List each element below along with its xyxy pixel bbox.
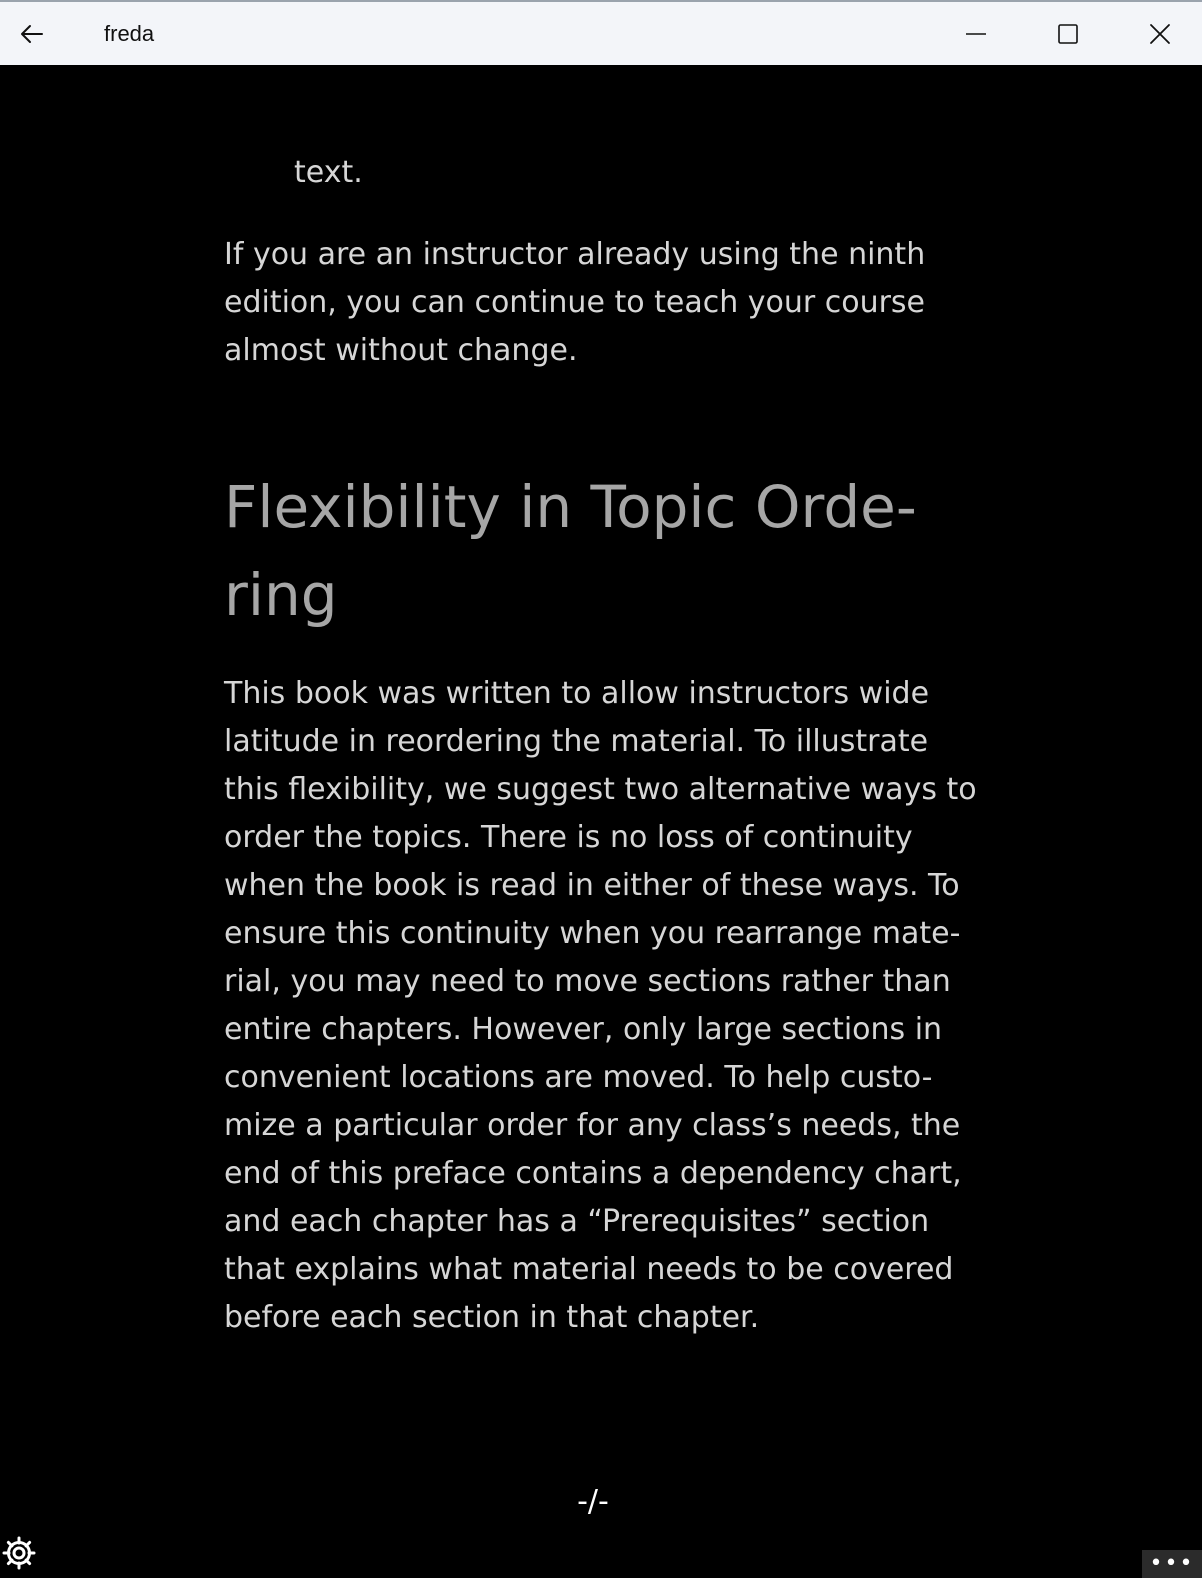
app-title: freda xyxy=(104,21,155,46)
paragraph-instructor xyxy=(224,231,984,375)
heading-line: ring xyxy=(224,561,338,629)
paragraph-line: This book was written to allow instructors wide xyxy=(224,676,930,711)
paragraph-line: edition, you can continue to teach your course xyxy=(224,285,926,320)
paragraph-line: that explains what material needs to be covered xyxy=(224,1252,954,1287)
paragraph-line: end of this preface contains a dependency chart, xyxy=(224,1156,962,1191)
paragraph-line: rial, you may need to move sections rather than xyxy=(224,964,951,999)
paragraph-line: almost without change. xyxy=(224,333,578,368)
text-fragment: text. xyxy=(294,155,363,190)
paragraph-line: ensure this continuity when you rearrange mate- xyxy=(224,916,961,951)
arrow-left-icon xyxy=(20,24,44,44)
minimize-button[interactable] xyxy=(930,2,1022,65)
page-indicator: -/- xyxy=(577,1484,609,1519)
title-bar xyxy=(0,0,1202,65)
maximize-button[interactable] xyxy=(1022,2,1114,65)
paragraph-line: entire chapters. However, only large sections in xyxy=(224,1012,943,1047)
back-button[interactable] xyxy=(0,2,64,65)
minimize-icon xyxy=(965,23,987,45)
close-button[interactable] xyxy=(1114,2,1202,65)
close-icon xyxy=(1149,23,1171,45)
settings-button[interactable] xyxy=(0,1534,38,1572)
gear-icon xyxy=(1,1535,37,1571)
paragraph-line: If you are an instructor already using the ninth xyxy=(224,237,926,272)
paragraph-line: before each section in that chapter. xyxy=(224,1300,760,1335)
paragraph-line: order the topics. There is no loss of continuity xyxy=(224,820,913,855)
maximize-icon xyxy=(1057,23,1079,45)
paragraph-line: and each chapter has a “Prerequisites” section xyxy=(224,1204,930,1239)
heading-line: Flexibility in Topic Orde- xyxy=(224,473,917,541)
section-heading xyxy=(224,463,984,639)
paragraph-line: latitude in reordering the material. To illustrate xyxy=(224,724,929,759)
paragraph-flexibility xyxy=(224,670,984,1342)
paragraph-line: when the book is read in either of these ways. To xyxy=(224,868,960,903)
paragraph-line: mize a particular order for any class’s needs, the xyxy=(224,1108,961,1143)
paragraph-line: convenient locations are moved. To help custo- xyxy=(224,1060,933,1095)
more-options-button[interactable]: ••• xyxy=(1142,1550,1202,1578)
paragraph-line: this flexibility, we suggest two alternative ways to xyxy=(224,772,977,807)
